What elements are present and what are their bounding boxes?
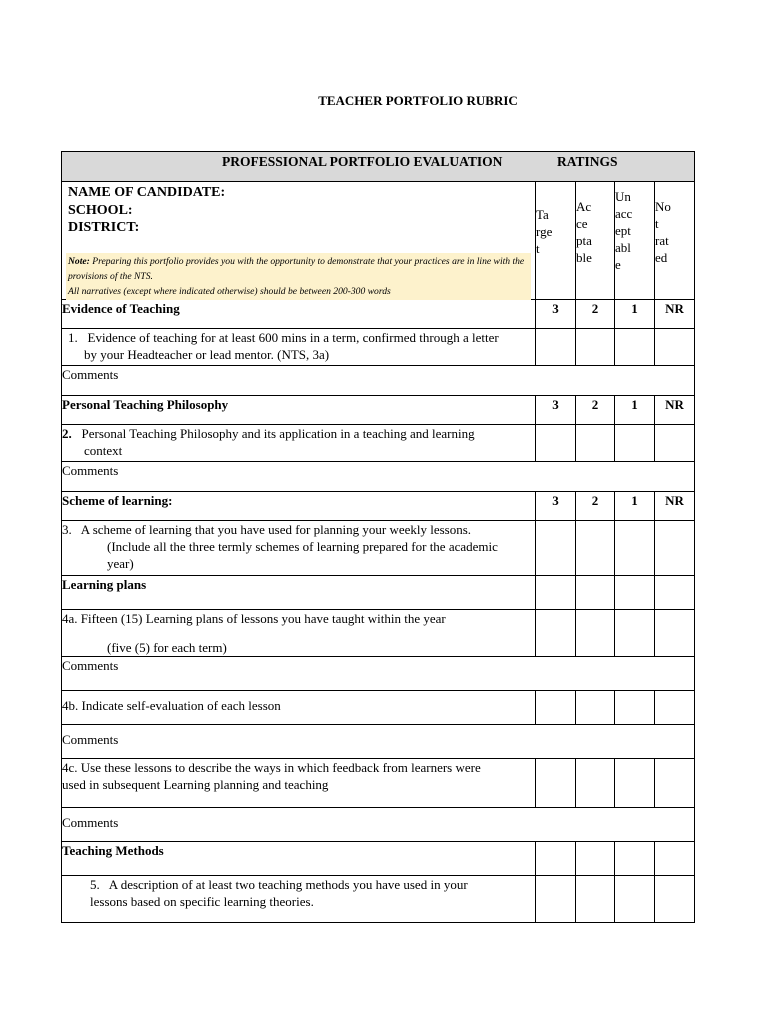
comments-label: Comments	[62, 366, 695, 396]
rating-cell[interactable]	[576, 576, 615, 610]
candidate-name-label: NAME OF CANDIDATE:	[68, 185, 226, 200]
score-nr: NR	[655, 492, 695, 521]
comments-label: Comments	[62, 725, 695, 759]
rating-cell[interactable]	[655, 329, 695, 366]
rating-cell[interactable]	[655, 759, 695, 808]
item-1-text: 1. Evidence of teaching for at least 600 mins in a term, confirmed through a letter by your Headteacher or lead mentor. (NTS, 3a)	[62, 329, 536, 366]
score-nr: NR	[655, 396, 695, 425]
comments-row	[62, 657, 695, 691]
comments-label: Comments	[62, 808, 695, 842]
comments-row	[62, 808, 695, 842]
rating-cell[interactable]	[615, 759, 655, 808]
section-title-plans: Learning plans	[62, 576, 536, 610]
rating-cell[interactable]	[655, 691, 695, 725]
score-3: 3	[536, 396, 576, 425]
score-1: 1	[615, 396, 655, 425]
document-title: TEACHER PORTFOLIO RUBRIC	[318, 93, 518, 108]
score-2: 2	[576, 300, 615, 329]
rating-cell[interactable]	[536, 576, 576, 610]
rating-cell[interactable]	[655, 610, 695, 657]
note-prefix: Note:	[68, 256, 90, 267]
item-row-2	[62, 425, 695, 462]
score-2: 2	[576, 492, 615, 521]
section-title-scheme: Scheme of learning:	[62, 492, 536, 521]
item-2-text: 2. Personal Teaching Philosophy and its application in a teaching and learning context	[62, 425, 536, 462]
item-row-4a	[62, 610, 695, 657]
rating-header-not-rated: No t rat ed	[655, 182, 695, 300]
rating-header-unacceptable: Un acc ept abl e	[615, 182, 655, 300]
rating-cell[interactable]	[655, 425, 695, 462]
comments-label: Comments	[62, 657, 695, 691]
section-row-plans	[62, 576, 695, 610]
item-3-text: 3. A scheme of learning that you have used for planning your weekly lessons. (Include all the three termly schemes of learning prepared for the academic year)	[62, 521, 536, 576]
evaluation-heading: PROFESSIONAL PORTFOLIO EVALUATION	[222, 154, 503, 169]
rating-header-acceptable: Ac ce pta ble	[576, 182, 615, 300]
rating-cell[interactable]	[615, 842, 655, 876]
rating-cell[interactable]	[536, 842, 576, 876]
rating-cell[interactable]	[655, 842, 695, 876]
rating-cell[interactable]	[655, 876, 695, 923]
rating-cell[interactable]	[536, 329, 576, 366]
rating-cell[interactable]	[615, 876, 655, 923]
rating-cell[interactable]	[576, 876, 615, 923]
ratings-heading: RATINGS	[557, 154, 618, 169]
comments-label: Comments	[62, 462, 695, 492]
section-row-scheme	[62, 492, 695, 521]
rating-cell[interactable]	[655, 521, 695, 576]
comments-row	[62, 725, 695, 759]
district-label: DISTRICT:	[68, 220, 140, 235]
item-row-4b	[62, 691, 695, 725]
item-row-5	[62, 876, 695, 923]
rating-cell[interactable]	[536, 610, 576, 657]
score-1: 1	[615, 300, 655, 329]
rating-header-target: Ta rge t	[536, 182, 576, 300]
score-nr: NR	[655, 300, 695, 329]
comments-row	[62, 366, 695, 396]
rating-cell[interactable]	[655, 576, 695, 610]
item-row-3	[62, 521, 695, 576]
rating-cell[interactable]	[615, 425, 655, 462]
rubric-table	[61, 151, 695, 923]
table-header-row	[62, 152, 695, 182]
comments-row	[62, 462, 695, 492]
section-title-philosophy: Personal Teaching Philosophy	[62, 396, 536, 425]
score-3: 3	[536, 492, 576, 521]
rating-cell[interactable]	[576, 610, 615, 657]
rating-cell[interactable]	[576, 521, 615, 576]
section-row-methods	[62, 842, 695, 876]
item-5-text: 5. A description of at least two teaching methods you have used in your lessons based on specific learning theories.	[62, 876, 536, 923]
score-3: 3	[536, 300, 576, 329]
section-title-evidence: Evidence of Teaching	[62, 300, 536, 329]
item-row-1	[62, 329, 695, 366]
rating-cell[interactable]	[536, 521, 576, 576]
note-line2: All narratives (except where indicated otherwise) should be between 200-300 words	[68, 286, 391, 297]
item-row-4c	[62, 759, 695, 808]
candidate-row	[62, 182, 695, 300]
section-row-evidence	[62, 300, 695, 329]
rating-cell[interactable]	[576, 329, 615, 366]
rating-cell[interactable]	[576, 691, 615, 725]
rating-cell[interactable]	[615, 329, 655, 366]
rating-cell[interactable]	[536, 425, 576, 462]
rating-cell[interactable]	[536, 691, 576, 725]
section-title-methods: Teaching Methods	[62, 842, 536, 876]
rating-cell[interactable]	[576, 842, 615, 876]
rating-cell[interactable]	[536, 876, 576, 923]
note-text: Preparing this portfolio provides you with the opportunity to demonstrate that your practices are in line with the provisions of the NTS.	[68, 256, 525, 282]
score-2: 2	[576, 396, 615, 425]
rating-cell[interactable]	[576, 425, 615, 462]
score-1: 1	[615, 492, 655, 521]
rating-cell[interactable]	[576, 759, 615, 808]
rating-cell[interactable]	[615, 610, 655, 657]
section-row-philosophy	[62, 396, 695, 425]
item-4c-text: 4c. Use these lessons to describe the ways in which feedback from learners were used in subsequent Learning planning and teaching	[62, 759, 536, 808]
rating-cell[interactable]	[615, 691, 655, 725]
rating-cell[interactable]	[615, 521, 655, 576]
portfolio-note	[66, 253, 531, 300]
item-4b-text: 4b. Indicate self-evaluation of each lesson	[62, 691, 536, 725]
school-label: SCHOOL:	[68, 202, 133, 218]
item-4a-text: 4a. Fifteen (15) Learning plans of lessons you have taught within the year (five (5) for each term)	[62, 610, 536, 657]
rating-cell[interactable]	[536, 759, 576, 808]
rating-cell[interactable]	[615, 576, 655, 610]
